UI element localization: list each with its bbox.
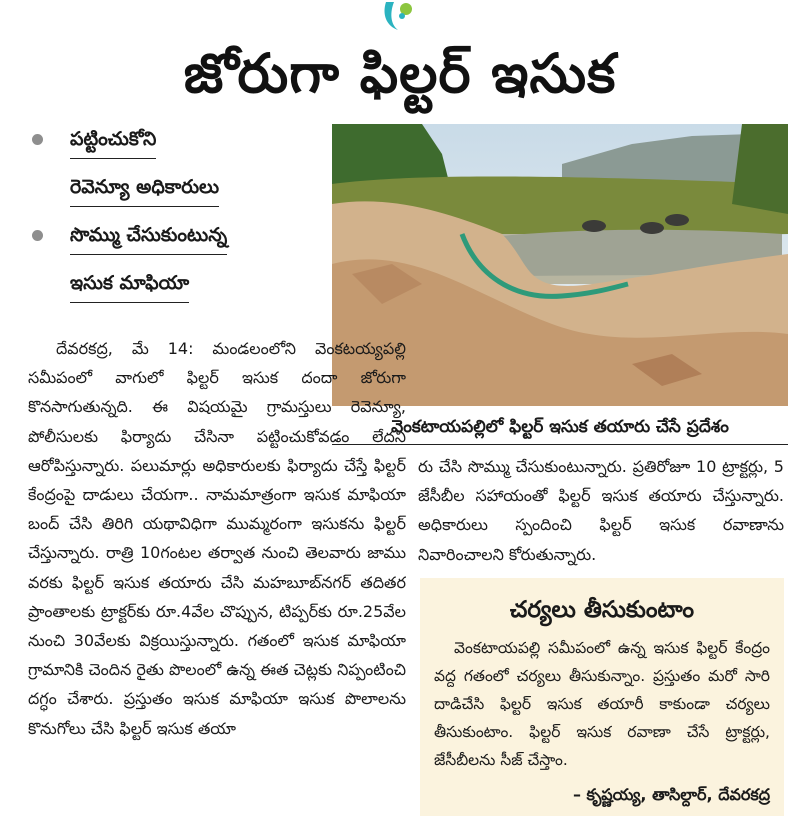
article-left-column: [28, 334, 406, 743]
bullet-text: సొమ్ము చేసుకుంటున్న: [70, 222, 227, 255]
bullet-points: [28, 126, 328, 318]
bullet-text: ఇసుక మాఫియా: [70, 270, 189, 303]
bullet-dot-icon: [32, 134, 43, 145]
bullet-item-continuation: [28, 270, 328, 318]
article-body-right: రు చేసి సొమ్ము చేసుకుంటున్నారు. ప్రతిరోజూ 10 ట్రాక్టర్లు, 5 జేసీబీల సహాయంతో ఫిల్టర్ ఇసుక తయారు చేస్తున్నారు. అధికారులు స్పందించి ఫిల్టర్ ఇసుక రవాణాను నివారించాలని కోరుతున్నారు.: [418, 457, 784, 564]
photo-caption: వెంకటాయపల్లిలో ఫిల్టర్ ఇసుక తయారు చేసే ప్రదేశం: [332, 410, 788, 445]
bullet-item-continuation: [28, 174, 328, 222]
bullet-item: [28, 222, 328, 270]
headline: జోరుగా ఫిల్టర్ ఇసుక: [183, 42, 617, 105]
official-quote-box: [420, 578, 784, 816]
publication-logo: [376, 0, 420, 34]
bullet-text: పట్టించుకోని: [70, 126, 156, 159]
bullet-text: రెవెన్యూ అధికారులు: [70, 174, 219, 207]
bullet-dot-icon: [32, 230, 43, 241]
article-right-column: [418, 452, 784, 569]
article-body-left: దేవరకద్ర, మే 14: మండలంలోని వెంకటయ్యపల్లి సమీపంలో వాగులో ఫిల్టర్ ఇసుక దందా జోరుగా కొనసాగుతున్నది. ఈ విషయమై గ్రామస్తులు రెవెన్యూ, పోలీసులకు ఫిర్యాదు చేసినా పట్టించుకోవడం లేదని ఆరోపిస్తున్నారు. పలుమార్లు అధికారులకు ఫిర్యాదు చేస్తే ఫిల్టర్ కేంద్రంపై దాడులు చేయగా.. నామమాత్రంగా ఇసుక మాఫియా బంద్ చేసి తిరిగి యథావిధిగా ముమ్మరంగా ఇసుకను ఫిల్టర్ చేస్తున్నారు. రాత్రి 10గంటల తర్వాత నుంచి తెలవారు జాము వరకు ఫిల్టర్ ఇసుక తయారు చేసి మహబూబ్‌నగర్ తదితర ప్రాంతాలకు ట్రాక్టర్‌కు రూ.4వేల చొప్పున, టిప్పర్‌కు రూ.25వేల నుంచి 30వేలకు విక్రయిస్తున్నారు. గతంలో ఇసుక మాఫియా గ్రామానికి చెందిన రైతు పొలంలో ఉన్న ఈత చెట్లకు నిప్పంటించి దగ్ధం చేశారు. ప్రస్తుతం ఇసుక మాఫియా ఇసుక పొలాలను కొనుగోలు చేసి ఫిల్టర్ ఇసుక తయా: [28, 339, 406, 738]
quote-box-body: వెంకటాయపల్లి సమీపంలో ఉన్న ఇసుక ఫిల్టర్ కేంద్రం వద్ద గతంలో చర్యలు తీసుకున్నాం. ప్రస్తుతం మరో సారి దాడిచేసి ఫిల్టర్ ఇసుక తయారీ కాకుండా చర్యలు తీసుకుంటాం. ఫిల్టర్ ఇసుక రవాణా చేసే ట్రాక్టర్లు, జేసీబీలను సీజ్ చేస్తాం.: [434, 639, 770, 769]
quote-box-signature: – కృష్ణయ్య, తాసిల్దార్, దేవరకద్ర: [572, 785, 770, 804]
quote-box-title: చర్యలు తీసుకుంటాం: [509, 597, 695, 623]
bullet-item: [28, 126, 328, 174]
